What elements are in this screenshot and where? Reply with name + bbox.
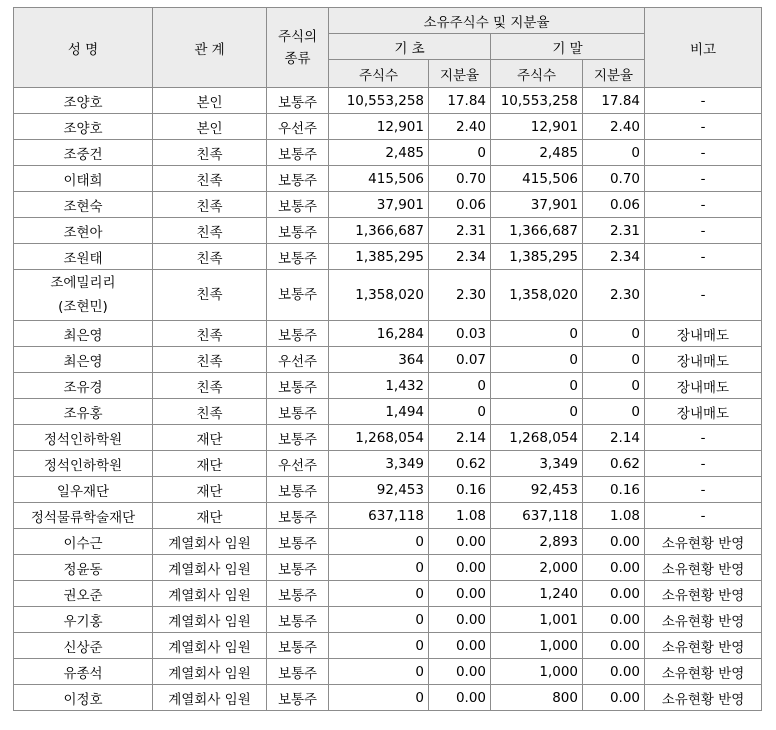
cell-end-ratio: 0 [583,399,645,425]
table-row [14,659,762,685]
cell-end-shares: 1,358,020 [491,270,583,321]
cell-name: 조원태 [14,244,153,270]
cell-note: - [645,425,762,451]
cell-name: 조유경 [14,373,153,399]
cell-end-shares: 0 [491,347,583,373]
cell-share-type: 보통주 [267,88,329,114]
cell-begin-ratio: 2.14 [429,425,491,451]
cell-end-ratio: 0 [583,140,645,166]
cell-begin-ratio: 0.00 [429,633,491,659]
cell-name: 정석물류학술재단 [14,503,153,529]
table-row [14,373,762,399]
cell-begin-ratio: 0.00 [429,659,491,685]
cell-end-shares: 1,385,295 [491,244,583,270]
cell-begin-ratio: 0.06 [429,192,491,218]
cell-share-type: 보통주 [267,581,329,607]
table-row [14,425,762,451]
table-row [14,529,762,555]
table-row [14,114,762,140]
cell-end-shares: 1,240 [491,581,583,607]
cell-note: - [645,477,762,503]
cell-relation: 친족 [153,244,267,270]
cell-share-type: 보통주 [267,529,329,555]
cell-note: 장내매도 [645,347,762,373]
cell-end-ratio: 0.00 [583,555,645,581]
table-row [14,347,762,373]
cell-begin-ratio: 17.84 [429,88,491,114]
table-row [14,321,762,347]
shareholder-table-viewport [13,7,763,708]
cell-begin-ratio: 0.00 [429,529,491,555]
cell-note: 소유현황 반영 [645,555,762,581]
cell-note: - [645,114,762,140]
cell-end-shares: 637,118 [491,503,583,529]
cell-begin-shares: 637,118 [329,503,429,529]
cell-name: 최은영 [14,321,153,347]
cell-relation: 계열회사 임원 [153,529,267,555]
cell-end-ratio: 0.00 [583,685,645,711]
cell-share-type: 보통주 [267,373,329,399]
cell-end-shares: 800 [491,685,583,711]
cell-begin-ratio: 2.34 [429,244,491,270]
cell-share-type: 보통주 [267,218,329,244]
cell-begin-shares: 1,432 [329,373,429,399]
cell-begin-shares: 1,385,295 [329,244,429,270]
cell-end-ratio: 0.00 [583,633,645,659]
cell-end-ratio: 2.31 [583,218,645,244]
cell-begin-shares: 1,366,687 [329,218,429,244]
cell-name: 유종석 [14,659,153,685]
table-row [14,633,762,659]
cell-note: 소유현황 반영 [645,685,762,711]
cell-share-type: 보통주 [267,140,329,166]
cell-end-shares: 0 [491,321,583,347]
cell-begin-ratio: 0.07 [429,347,491,373]
cell-begin-shares: 37,901 [329,192,429,218]
cell-begin-shares: 415,506 [329,166,429,192]
cell-begin-ratio: 2.30 [429,270,491,321]
cell-end-ratio: 0 [583,373,645,399]
cell-begin-ratio: 0 [429,399,491,425]
header-end: 기 말 [491,34,645,60]
cell-note: - [645,270,762,321]
header-begin-ratio: 지분율 [429,60,491,88]
table-row [14,270,762,321]
cell-end-ratio: 0.70 [583,166,645,192]
cell-name: 우기홍 [14,607,153,633]
cell-end-shares: 92,453 [491,477,583,503]
cell-share-type: 보통주 [267,244,329,270]
cell-share-type: 보통주 [267,270,329,321]
cell-end-shares: 10,553,258 [491,88,583,114]
cell-end-ratio: 1.08 [583,503,645,529]
cell-note: 소유현황 반영 [645,633,762,659]
cell-begin-ratio: 0.03 [429,321,491,347]
cell-note: - [645,503,762,529]
cell-note: 장내매도 [645,373,762,399]
cell-end-shares: 0 [491,373,583,399]
cell-end-shares: 0 [491,399,583,425]
cell-name: 최은영 [14,347,153,373]
cell-begin-ratio: 2.31 [429,218,491,244]
cell-relation: 친족 [153,321,267,347]
cell-begin-shares: 0 [329,607,429,633]
cell-share-type: 보통주 [267,659,329,685]
cell-end-ratio: 0.06 [583,192,645,218]
header-begin: 기 초 [329,34,491,60]
cell-note: 소유현황 반영 [645,529,762,555]
cell-relation: 본인 [153,88,267,114]
cell-end-ratio: 0.00 [583,659,645,685]
cell-end-shares: 37,901 [491,192,583,218]
cell-end-shares: 2,893 [491,529,583,555]
cell-share-type: 보통주 [267,425,329,451]
cell-begin-shares: 0 [329,685,429,711]
cell-relation: 계열회사 임원 [153,685,267,711]
cell-begin-ratio: 0.62 [429,451,491,477]
cell-end-ratio: 0.00 [583,607,645,633]
cell-end-shares: 12,901 [491,114,583,140]
cell-note: 소유현황 반영 [645,581,762,607]
cell-end-shares: 415,506 [491,166,583,192]
cell-begin-shares: 0 [329,529,429,555]
header-note: 비고 [645,8,762,88]
table-row [14,88,762,114]
cell-share-type: 보통주 [267,399,329,425]
header-begin-shares: 주식수 [329,60,429,88]
table-row [14,218,762,244]
cell-begin-shares: 10,553,258 [329,88,429,114]
cell-share-type: 보통주 [267,477,329,503]
cell-relation: 친족 [153,192,267,218]
cell-end-shares: 1,000 [491,659,583,685]
table-row [14,451,762,477]
cell-end-ratio: 0 [583,347,645,373]
cell-share-type: 보통주 [267,192,329,218]
cell-end-ratio: 0.16 [583,477,645,503]
cell-end-ratio: 2.34 [583,244,645,270]
cell-note: - [645,166,762,192]
cell-share-type: 보통주 [267,685,329,711]
cell-end-shares: 1,268,054 [491,425,583,451]
cell-end-shares: 2,000 [491,555,583,581]
header-holdings: 소유주식수 및 지분율 [329,8,645,34]
table-row [14,685,762,711]
cell-share-type: 보통주 [267,166,329,192]
shareholder-table [13,7,762,711]
cell-end-ratio: 0.00 [583,529,645,555]
cell-begin-ratio: 0.00 [429,581,491,607]
cell-relation: 친족 [153,218,267,244]
table-row [14,477,762,503]
cell-share-type: 보통주 [267,503,329,529]
table-row [14,581,762,607]
cell-relation: 재단 [153,477,267,503]
cell-relation: 재단 [153,451,267,477]
cell-note: 장내매도 [645,321,762,347]
cell-name: 조현아 [14,218,153,244]
cell-end-ratio: 17.84 [583,88,645,114]
cell-end-ratio: 0.00 [583,581,645,607]
cell-begin-shares: 12,901 [329,114,429,140]
cell-name: 조중건 [14,140,153,166]
cell-name: 조현숙 [14,192,153,218]
cell-name: 조양호 [14,88,153,114]
cell-begin-ratio: 2.40 [429,114,491,140]
cell-note: 소유현황 반영 [645,607,762,633]
cell-end-shares: 2,485 [491,140,583,166]
table-row [14,555,762,581]
header-end-ratio: 지분율 [583,60,645,88]
cell-begin-ratio: 0 [429,140,491,166]
cell-relation: 재단 [153,503,267,529]
header-name: 성 명 [14,8,153,88]
cell-end-shares: 1,000 [491,633,583,659]
cell-begin-shares: 3,349 [329,451,429,477]
cell-begin-shares: 364 [329,347,429,373]
cell-name: 이태희 [14,166,153,192]
cell-name: 권오준 [14,581,153,607]
cell-begin-shares: 0 [329,633,429,659]
cell-share-type: 우선주 [267,114,329,140]
cell-begin-shares: 16,284 [329,321,429,347]
table-row [14,399,762,425]
cell-relation: 계열회사 임원 [153,659,267,685]
table-row [14,244,762,270]
cell-share-type: 우선주 [267,451,329,477]
cell-note: - [645,218,762,244]
cell-note: - [645,451,762,477]
cell-relation: 본인 [153,114,267,140]
cell-begin-ratio: 1.08 [429,503,491,529]
cell-begin-shares: 1,358,020 [329,270,429,321]
cell-relation: 친족 [153,270,267,321]
header-end-shares: 주식수 [491,60,583,88]
cell-name: 일우재단 [14,477,153,503]
cell-name: 이수근 [14,529,153,555]
cell-name: 조양호 [14,114,153,140]
cell-end-ratio: 0 [583,321,645,347]
cell-name: 신상준 [14,633,153,659]
cell-begin-shares: 92,453 [329,477,429,503]
cell-relation: 계열회사 임원 [153,555,267,581]
cell-relation: 계열회사 임원 [153,607,267,633]
cell-begin-ratio: 0.00 [429,685,491,711]
cell-begin-ratio: 0.70 [429,166,491,192]
cell-begin-shares: 0 [329,555,429,581]
cell-begin-ratio: 0 [429,373,491,399]
cell-name: 정윤동 [14,555,153,581]
cell-relation: 재단 [153,425,267,451]
cell-relation: 친족 [153,399,267,425]
cell-end-shares: 1,366,687 [491,218,583,244]
cell-name-line1: 조에밀리리 [50,275,116,291]
cell-relation: 친족 [153,140,267,166]
cell-relation: 친족 [153,166,267,192]
cell-note: - [645,140,762,166]
table-row [14,192,762,218]
cell-begin-ratio: 0.00 [429,555,491,581]
table-body [14,88,762,711]
cell-name [14,270,153,321]
cell-share-type: 우선주 [267,347,329,373]
header-relation: 관 계 [153,8,267,88]
cell-note: - [645,192,762,218]
cell-name: 이정호 [14,685,153,711]
cell-end-shares: 3,349 [491,451,583,477]
cell-end-ratio: 0.62 [583,451,645,477]
cell-begin-shares: 2,485 [329,140,429,166]
table-row [14,607,762,633]
cell-begin-shares: 1,494 [329,399,429,425]
cell-begin-shares: 0 [329,581,429,607]
cell-relation: 계열회사 임원 [153,633,267,659]
cell-note: 장내매도 [645,399,762,425]
cell-name: 정석인하학원 [14,451,153,477]
cell-share-type: 보통주 [267,321,329,347]
cell-note: 소유현황 반영 [645,659,762,685]
cell-note: - [645,244,762,270]
cell-relation: 계열회사 임원 [153,581,267,607]
cell-name-line2: (조현민) [58,299,108,315]
cell-begin-ratio: 0.00 [429,607,491,633]
table-row [14,140,762,166]
cell-share-type: 보통주 [267,555,329,581]
cell-end-ratio: 2.14 [583,425,645,451]
header-share-type: 주식의 종류 [267,8,329,88]
cell-share-type: 보통주 [267,633,329,659]
cell-begin-ratio: 0.16 [429,477,491,503]
cell-end-ratio: 2.30 [583,270,645,321]
cell-begin-shares: 0 [329,659,429,685]
cell-relation: 친족 [153,373,267,399]
cell-share-type: 보통주 [267,607,329,633]
cell-begin-shares: 1,268,054 [329,425,429,451]
cell-name: 조유홍 [14,399,153,425]
table-row [14,503,762,529]
cell-relation: 친족 [153,347,267,373]
cell-name: 정석인하학원 [14,425,153,451]
cell-end-shares: 1,001 [491,607,583,633]
cell-end-ratio: 2.40 [583,114,645,140]
cell-note: - [645,88,762,114]
table-row [14,166,762,192]
